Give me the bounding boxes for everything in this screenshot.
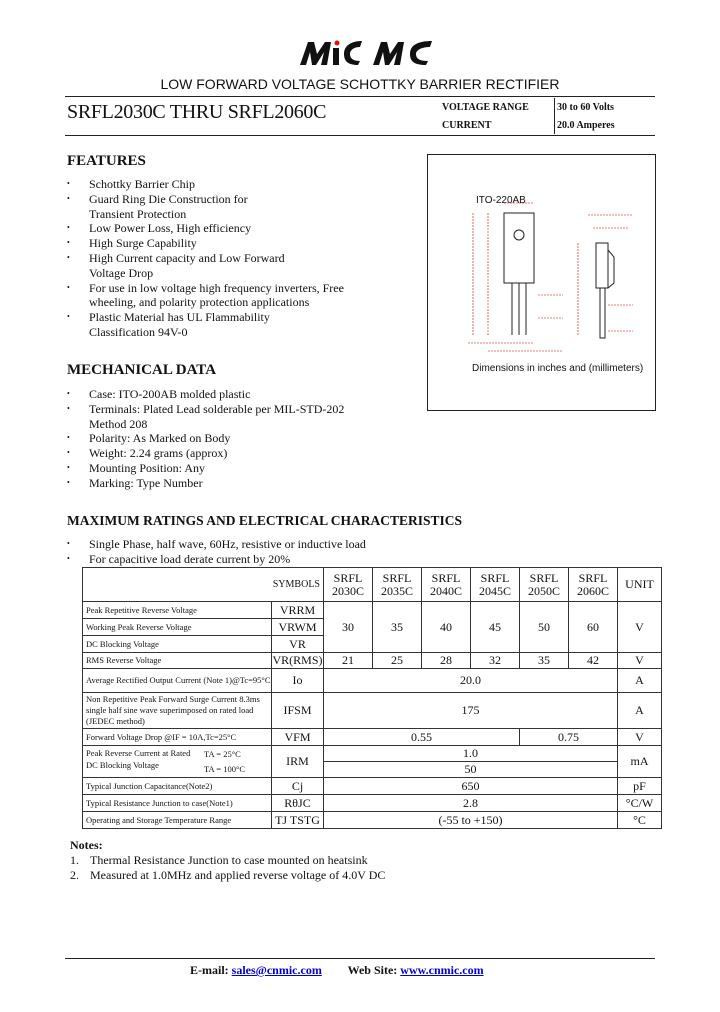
param-name: Typical Resistance Junction to case(Note1) <box>83 795 272 812</box>
list-item: • Polarity: As Marked on Body <box>67 431 367 446</box>
value-cell: 60 <box>569 602 618 653</box>
list-item: • For use in low voltage high frequency inverters, Free wheeling, and polarity protection applications <box>67 281 359 311</box>
value-cell: 650 <box>324 778 618 795</box>
table-row <box>83 653 662 669</box>
param-label: Peak Reverse Current at Rated DC Blocking Voltage <box>86 747 191 770</box>
footer <box>190 963 484 978</box>
list-item: • Low Power Loss, High efficiency <box>67 221 357 236</box>
param-name: Peak Repetitive Reverse Voltage <box>83 602 272 619</box>
param-symbol: Io <box>272 669 324 693</box>
mechanical-list <box>67 387 367 491</box>
list-item: • Single Phase, half wave, 60Hz, resistive or inductive load <box>67 537 467 552</box>
value-cell: 28 <box>422 653 471 669</box>
package-drawing <box>427 154 656 411</box>
table-header-row <box>83 568 662 602</box>
table-row <box>83 778 662 795</box>
ratings-table <box>82 567 662 829</box>
email-label: E-mail: <box>190 963 229 977</box>
param-name: Working Peak Reverse Voltage <box>83 619 272 636</box>
part-header: SRFL 2060C <box>569 568 618 602</box>
conditions-list <box>67 537 467 567</box>
param-name: DC Blocking Voltage <box>83 636 272 653</box>
value-cell: 45 <box>471 602 520 653</box>
package-name: ITO-220AB <box>476 195 526 206</box>
param-symbol: VRRM <box>272 602 324 619</box>
unit-cell: A <box>618 669 662 693</box>
param-symbol: VR <box>272 636 324 653</box>
table-row <box>83 602 662 619</box>
symbols-header: SYMBOLS <box>83 568 324 602</box>
value-cell: 35 <box>373 602 422 653</box>
value-cell: 30 <box>324 602 373 653</box>
param-symbol: VRWM <box>272 619 324 636</box>
divider <box>65 135 655 136</box>
value-cell: 40 <box>422 602 471 653</box>
table-row <box>83 795 662 812</box>
list-item: • Guard Ring Die Construction for Transient Protection <box>67 192 279 222</box>
notes <box>70 838 385 883</box>
unit-cell: A <box>618 693 662 729</box>
part-title: SRFL2030C THRU SRFL2060C <box>67 101 327 123</box>
value-cell: 21 <box>324 653 373 669</box>
spec-summary <box>440 98 657 134</box>
mechanical-heading: MECHANICAL DATA <box>67 362 217 378</box>
part-header: SRFL 2040C <box>422 568 471 602</box>
table-row <box>83 746 662 762</box>
list-item: • Marking: Type Number <box>67 476 367 491</box>
condition-label: TA = 100°C <box>204 763 246 774</box>
list-item: • Terminals: Plated Lead solderable per MIL-STD-202 Method 208 <box>67 402 359 432</box>
param-name: RMS Reverse Voltage <box>83 653 272 669</box>
table-row <box>83 812 662 829</box>
spec-value: 30 to 60 Volts <box>555 98 658 116</box>
param-name: Non Repetitive Peak Forward Surge Current 8.3ms single half sine wave superimposed on rated load (JEDEC method) <box>83 693 272 729</box>
param-symbol: IRM <box>272 746 324 778</box>
table-row <box>83 729 662 746</box>
list-item: • Weight: 2.24 grams (approx) <box>67 446 367 461</box>
part-header: SRFL 2045C <box>471 568 520 602</box>
unit-cell: mA <box>618 746 662 778</box>
note-item: 2. Measured at 1.0MHz and applied reverse voltage of 4.0V DC <box>70 868 386 882</box>
param-symbol: VR(RMS) <box>272 653 323 667</box>
unit-cell: °C/W <box>618 795 662 812</box>
value-cell: 1.0 <box>324 746 618 762</box>
notes-heading: Notes: <box>70 838 103 852</box>
document-subtitle: LOW FORWARD VOLTAGE SCHOTTKY BARRIER RECTIFIER <box>160 76 560 92</box>
param-name: Typical Junction Capacitance(Note2) <box>83 778 272 795</box>
part-header: SRFL 2030C <box>324 568 373 602</box>
value-cell: 20.0 <box>324 669 618 693</box>
table-row <box>83 693 662 729</box>
value-cell: 2.8 <box>324 795 618 812</box>
unit-cell: pF <box>618 778 662 795</box>
divider <box>65 958 655 959</box>
list-item: • Schottky Barrier Chip <box>67 177 357 192</box>
features-heading: FEATURES <box>67 153 146 169</box>
value-cell: 0.75 <box>520 729 618 746</box>
param-symbol: RθJC <box>272 795 324 812</box>
list-item: • Mounting Position: Any <box>67 461 367 476</box>
param-symbol: VFM <box>272 729 324 746</box>
unit-cell: V <box>618 729 662 746</box>
website-link[interactable]: www.cnmic.com <box>400 963 484 977</box>
table-row <box>83 669 662 693</box>
value-cell: (-55 to +150) <box>324 812 618 829</box>
param-name: Operating and Storage Temperature Range <box>83 812 272 829</box>
part-header: SRFL 2050C <box>520 568 569 602</box>
condition-label: TA = 25°C <box>204 748 241 759</box>
param-name: Average Rectified Output Current (Note 1)@Tc=95°C <box>83 669 272 693</box>
mic-logo <box>298 38 438 66</box>
param-name: Forward Voltage Drop @IF = 10A,Tc=25°C <box>83 729 272 746</box>
value-cell: 50 <box>324 762 618 778</box>
unit-cell: V <box>618 653 662 669</box>
part-header: SRFL 2035C <box>373 568 422 602</box>
list-item: • Plastic Material has UL Flammability Classification 94V-0 <box>67 310 299 340</box>
list-item: • For capacitive load derate current by 20% <box>67 552 467 567</box>
spec-label: VOLTAGE RANGE <box>442 101 529 113</box>
value-cell: 32 <box>471 653 520 669</box>
email-link[interactable]: sales@cnmic.com <box>231 963 322 977</box>
value-cell: 42 <box>569 653 618 669</box>
web-label: Web Site: <box>347 963 398 977</box>
value-cell: 50 <box>520 602 569 653</box>
unit-cell: °C <box>618 812 662 829</box>
param-symbol: IFSM <box>272 693 324 729</box>
param-symbol: TJ TSTG <box>272 812 324 829</box>
unit-header: UNIT <box>618 568 662 602</box>
spec-value: 20.0 Amperes <box>555 116 658 134</box>
value-cell: 0.55 <box>324 729 520 746</box>
param-name <box>83 746 272 778</box>
package-caption: Dimensions in inches and (millimeters) <box>472 363 644 374</box>
list-item: • Case: ITO-200AB molded plastic <box>67 387 367 402</box>
spec-label: CURRENT <box>442 119 492 131</box>
features-list <box>67 177 357 340</box>
value-cell: 25 <box>373 653 422 669</box>
list-item: • High Surge Capability <box>67 236 357 251</box>
ratings-heading: MAXIMUM RATINGS AND ELECTRICAL CHARACTERISTICS <box>67 513 463 528</box>
value-cell: 175 <box>324 693 618 729</box>
note-item: 1. Thermal Resistance Junction to case mounted on heatsink <box>70 853 368 867</box>
divider <box>65 96 655 97</box>
list-item: • High Current capacity and Low Forward Voltage Drop <box>67 251 309 281</box>
param-symbol: Cj <box>272 778 324 795</box>
value-cell: 35 <box>520 653 569 669</box>
unit-cell: V <box>618 602 662 653</box>
